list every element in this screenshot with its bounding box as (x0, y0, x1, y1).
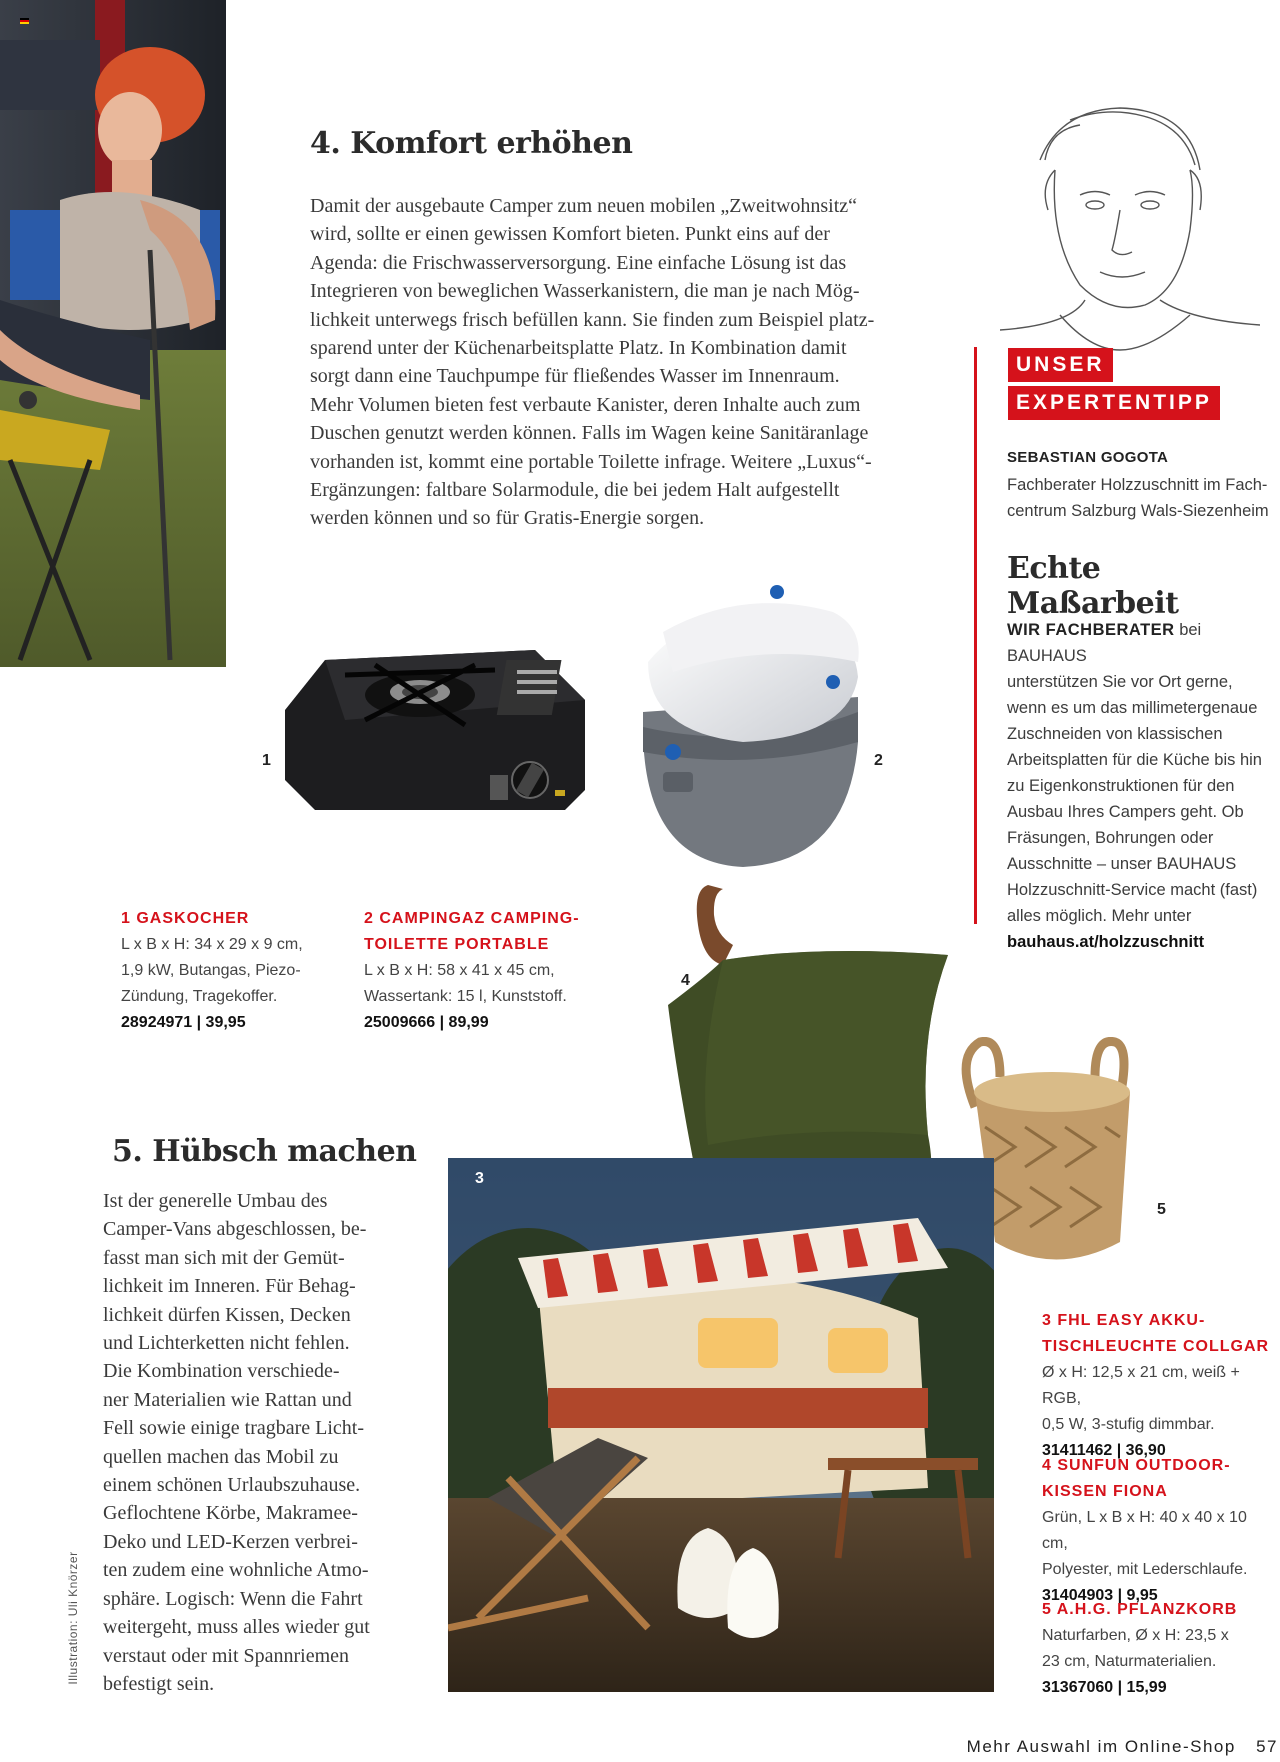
product-desc-line: 1,9 kW, Butangas, Piezo- (121, 962, 301, 979)
expert-line: alles möglich. Mehr unter (1007, 907, 1192, 925)
expert-lead-bold: WIR FACHBERATER (1007, 621, 1175, 639)
role-line: centrum Salzburg Wals-Siezenheim (1007, 502, 1269, 520)
product-desc-line: Wassertank: 15 l, Kunststoff. (364, 988, 567, 1005)
body-line: einem schönen Urlaubszuhause. (103, 1474, 361, 1497)
page-number: 57 (1256, 1737, 1278, 1756)
product-desc-line: L x B x H: 34 x 29 x 9 cm, (121, 936, 303, 953)
expert-headline: Echte Maßarbeit (1007, 551, 1179, 621)
section-5-heading: 5. Hübsch machen (112, 1134, 417, 1169)
footer-online-shop-link[interactable]: Mehr Auswahl im Online-Shop (966, 1737, 1236, 1756)
product-title: 4 SUNFUN OUTDOOR- (1042, 1457, 1231, 1474)
body-line: quellen machen das Mobil zu (103, 1445, 339, 1468)
expert-line: unterstützen Sie vor Ort gerne, (1007, 673, 1233, 691)
expert-line: Fräsungen, Bohrungen oder (1007, 829, 1214, 847)
expert-line: wenn es um das millimetergenaue (1007, 699, 1258, 717)
product-info-5 (1042, 1597, 1277, 1701)
image-number-5: 5 (1157, 1201, 1166, 1218)
badge-line-unser: UNSER (1008, 348, 1113, 382)
section-5-body (103, 1187, 393, 1698)
product-price: 31404903 | 9,95 (1042, 1587, 1158, 1604)
product-desc-line: Ø x H: 12,5 x 21 cm, weiß + RGB, (1042, 1364, 1240, 1407)
expert-line: zu Eigenkonstruktionen für den (1007, 777, 1235, 795)
body-line: Deko und LED-Kerzen verbrei- (103, 1530, 358, 1553)
product-title: 1 GASKOCHER (121, 910, 250, 927)
body-line: Camper-Vans abgeschlossen, be- (103, 1218, 367, 1241)
expert-line: Holzzuschnitt-Service macht (fast) (1007, 881, 1258, 899)
expert-line: Zuschneiden von klassischen (1007, 725, 1223, 743)
section-4-body (310, 192, 910, 533)
body-line: sparend unter der Küchenarbeitsplatte Platz. In Kombination damit (310, 337, 847, 360)
product-title: TISCHLEUCHTE COLLGAR (1042, 1338, 1270, 1355)
expert-name: SEBASTIAN GOGOTA (1007, 449, 1169, 466)
product-info-1 (121, 906, 341, 1036)
expert-role (1007, 472, 1272, 524)
body-line: sphäre. Logisch: Wenn die Fahrt (103, 1587, 363, 1610)
expert-accent-rule (974, 347, 977, 924)
body-line: sorgt dann eine Tauchpumpe für fließendes Wasser im Innenraum. (310, 365, 840, 388)
expert-portrait-sketch (1000, 100, 1260, 360)
product-desc-line: Naturfarben, Ø x H: 23,5 x (1042, 1627, 1229, 1644)
body-line: lichkeit dürfen Kissen, Decken (103, 1303, 351, 1326)
body-line: Duschen genutzt werden können. Falls im Wagen keine Sanitäranlage (310, 422, 869, 445)
expert-link[interactable]: bauhaus.at/holzzuschnitt (1007, 933, 1205, 951)
product-title: 2 CAMPINGAZ CAMPING- (364, 910, 580, 927)
product-price: 31367060 | 15,99 (1042, 1679, 1167, 1696)
product-desc-line: Polyester, mit Lederschlaufe. (1042, 1561, 1248, 1578)
body-line: befestigt sein. (103, 1672, 215, 1695)
footer (900, 1737, 1280, 1757)
body-line: vorhanden ist, kommt eine portable Toilette infrage. Weitere „Luxus“- (310, 450, 872, 473)
product-title: 3 FHL EASY AKKU- (1042, 1312, 1206, 1329)
language-flag-icon (20, 18, 29, 24)
product-image-gas-stove (285, 640, 590, 820)
product-desc-line: 0,5 W, 3-stufig dimmbar. (1042, 1416, 1215, 1433)
image-number-2: 2 (874, 752, 883, 769)
body-line: wird, sollte er einen gewissen Komfort bieten. Punkt eins auf der (310, 223, 830, 246)
body-line: Ist der generelle Umbau des (103, 1190, 328, 1212)
body-line: ten zudem eine wohnliche Atmo- (103, 1559, 369, 1582)
product-info-2 (364, 906, 604, 1036)
product-info-3 (1042, 1308, 1277, 1464)
body-line: fasst man sich mit der Gemüt- (103, 1246, 345, 1269)
body-line: Damit der ausgebaute Camper zum neuen mobilen „Zweitwohnsitz“ (310, 195, 858, 217)
product-title: 5 A.H.G. PFLANZKORB (1042, 1601, 1238, 1618)
product-title: TOILETTE PORTABLE (364, 936, 550, 953)
body-line: verstaut oder mit Spannriemen (103, 1644, 350, 1667)
illustration-credit: Illustration: Uli Knörzer (66, 1551, 80, 1685)
role-line: Fachberater Holzzuschnitt im Fach- (1007, 476, 1268, 494)
expert-line: Ausschnitte – unser BAUHAUS (1007, 855, 1237, 873)
product-title: KISSEN FIONA (1042, 1483, 1168, 1500)
badge-line-expertentipp: EXPERTENTIPP (1008, 386, 1220, 420)
body-line: Ergänzungen: faltbare Solarmodule, die bei jedem Halt aufgestellt (310, 479, 840, 502)
image-number-1: 1 (262, 752, 271, 769)
body-line: ner Materialien wie Rattan und (103, 1388, 352, 1411)
expert-line: Ausbau Ihres Campers geht. Ob (1007, 803, 1244, 821)
body-line: und Lichterketten nicht fehlen. (103, 1332, 350, 1355)
body-line: werden können und so für Gratis-Energie sorgen. (310, 507, 705, 530)
body-line: weitergeht, muss alles wieder gut (103, 1616, 370, 1639)
product-desc-line: Grün, L x B x H: 40 x 40 x 10 cm, (1042, 1509, 1247, 1552)
image-number-4: 4 (681, 972, 690, 989)
product-info-4 (1042, 1453, 1277, 1609)
product-price: 28924971 | 39,95 (121, 1014, 246, 1031)
expert-line: Arbeitsplatten für die Küche bis hin (1007, 751, 1262, 769)
body-line: lichkeit im Inneren. Für Behag- (103, 1275, 356, 1298)
expert-lead-rest: bei BAUHAUS (1007, 621, 1202, 665)
body-line: Geflochtene Körbe, Makramee- (103, 1502, 358, 1525)
body-line: lichkeit unterwegs frisch befüllen kann. Sie finden zum Beispiel platz- (310, 308, 875, 331)
product-desc-line: Zündung, Tragekoffer. (121, 988, 278, 1005)
image-number-3: 3 (475, 1170, 484, 1187)
product-price: 31411462 | 36,90 (1042, 1442, 1166, 1459)
product-image-camping-toilet (633, 582, 878, 867)
product-desc-line: L x B x H: 58 x 41 x 45 cm, (364, 962, 555, 979)
body-line: Integrieren von beweglichen Wasserkanistern, die man je nach Mög- (310, 280, 860, 303)
body-line: Mehr Volumen bieten fest verbaute Kanister, deren Inhalte auch zum (310, 393, 861, 416)
body-line: Die Kombination verschiede- (103, 1360, 340, 1383)
photo-woman-camping (0, 0, 226, 667)
product-price: 25009666 | 89,99 (364, 1014, 489, 1031)
product-desc-line: 23 cm, Naturmaterialien. (1042, 1653, 1217, 1670)
expert-body (1007, 617, 1272, 955)
expert-badge (1008, 348, 1220, 420)
product-image-caravan-scene (448, 1158, 994, 1692)
body-line: Fell sowie einige tragbare Licht- (103, 1417, 365, 1440)
section-4-heading: 4. Komfort erhöhen (310, 126, 633, 161)
body-line: Agenda: die Frischwasserversorgung. Eine einfache Lösung ist das (310, 251, 847, 274)
